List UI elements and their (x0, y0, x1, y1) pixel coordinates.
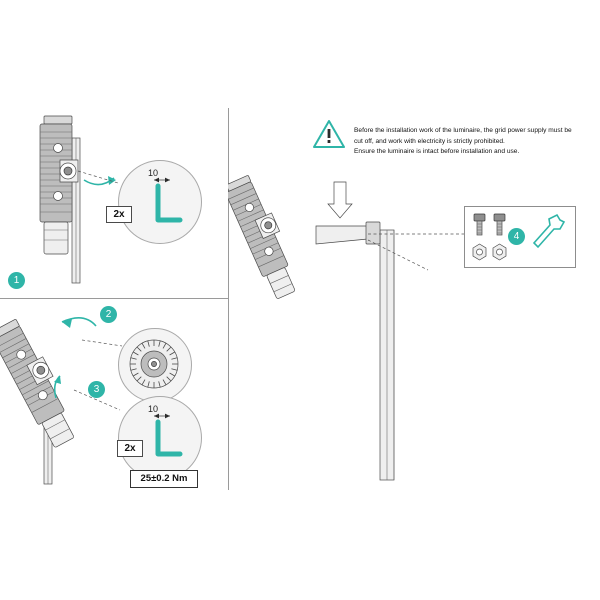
hex-bolt-icon (494, 214, 505, 235)
hex-nut-icon (473, 244, 486, 260)
torque-spec-chip: 25±0.2 Nm (130, 470, 198, 488)
hex-nut-icon (493, 244, 506, 260)
step1-hex-key-icon (118, 160, 200, 242)
step1-size-label: 10 (148, 168, 159, 178)
step-badge-1: 1 (8, 272, 25, 289)
step-badge-2: 2 (100, 306, 117, 323)
step1-quantity-chip: 2x (106, 206, 132, 223)
toothed-adjustment-disc-icon (118, 328, 190, 400)
step-badge-3: 3 (88, 381, 105, 398)
step-badge-4: 4 (508, 228, 525, 245)
warning-line-1: Before the installation work of the luminaire, the grid power supply must be (354, 127, 572, 134)
safety-warning-text (354, 126, 600, 158)
hex-bolt-icon (474, 214, 485, 235)
warning-line-3: Ensure the luminaire is intact before installation and use. (354, 148, 520, 155)
step2-quantity-chip: 2x (117, 440, 143, 457)
open-end-wrench-icon (534, 215, 564, 247)
warning-triangle-icon (312, 118, 346, 150)
step2-size-label: 10 (148, 404, 159, 414)
step2-hex-key-icon (118, 396, 200, 478)
warning-line-2: cut off, and work with electricity is strictly prohibited. (354, 137, 505, 145)
